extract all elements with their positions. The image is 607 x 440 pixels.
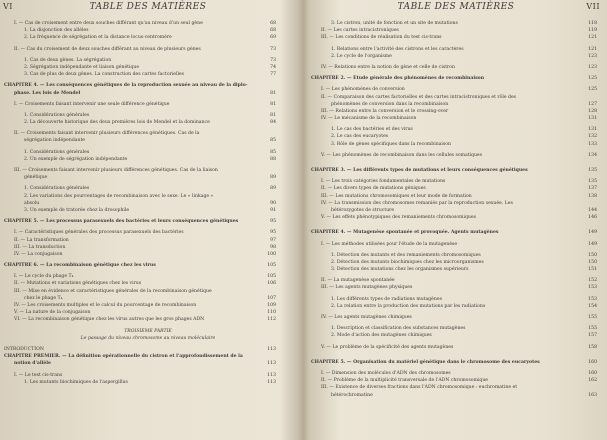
toc-entry-page: 152 <box>588 278 597 284</box>
toc-entry <box>305 53 607 60</box>
toc-entry-page: 160 <box>588 359 597 365</box>
toc-entry-page: 160 <box>588 370 597 376</box>
toc-entry-text: I. — Dimension des molécules d'ADN des chromosomes <box>321 370 451 376</box>
toc-entry-page: 134 <box>588 152 597 158</box>
toc-entry-text: TROISIÈME PARTIE <box>124 328 172 334</box>
toc-entry-page: 95 <box>270 230 276 236</box>
toc-entry-page: 135 <box>588 168 597 173</box>
toc-entry-page: 69 <box>270 35 276 41</box>
toc-entry-page: 158 <box>588 344 597 350</box>
toc-entry <box>305 101 607 108</box>
toc-entry-text: 3. Cas de plus de deux gènes. La construction des cartes factorielles <box>24 72 184 78</box>
toc-entry <box>305 141 607 148</box>
toc-entry-text: absolu <box>24 200 40 206</box>
toc-entry <box>0 346 296 353</box>
toc-entry <box>0 185 296 192</box>
right-page <box>305 0 607 440</box>
toc-entry-text: IV. — Relations entre la notion de gène et celle de cistron <box>321 64 455 70</box>
toc-entry-text: II. — Croisements faisant intervenir plusieurs différences génétiques. Cas de la <box>14 131 200 137</box>
toc-entry <box>305 64 607 71</box>
toc-entry-text: II. — La transformation <box>14 237 69 243</box>
toc-entry-text: III. — Relations entre la conversion et le crossing-over <box>321 108 449 114</box>
toc-entry-text: III. — Croisements faisant intervenir plusieurs différences génétiques. Cas de la liaison <box>14 168 218 173</box>
toc-entry-page: 89 <box>270 175 276 181</box>
toc-entry-page: 110 <box>267 310 276 316</box>
toc-entry <box>0 64 296 71</box>
toc-entry-page: 105 <box>267 274 276 280</box>
toc-entry <box>305 115 607 122</box>
toc-entry-text: II. — Mutations et variations génétiques chez les virus <box>14 281 142 287</box>
toc-entry-page: 77 <box>270 72 276 78</box>
toc-entry <box>0 130 296 137</box>
toc-entry-page: 153 <box>588 285 597 291</box>
right-page-number: VII <box>586 2 600 11</box>
toc-entry <box>305 178 607 185</box>
toc-entry-page: 146 <box>588 215 597 221</box>
toc-entry <box>305 252 607 259</box>
toc-entry-page: 149 <box>588 230 597 236</box>
left-page <box>0 0 296 440</box>
toc-entry <box>305 344 607 351</box>
toc-entry <box>0 218 296 225</box>
toc-entry-text: 1. Considérations générales <box>24 149 90 155</box>
left-toc-list <box>0 20 296 386</box>
toc-entry <box>0 112 296 119</box>
toc-entry <box>305 241 607 248</box>
toc-entry-text: I. — Le test cis-trans <box>14 372 63 378</box>
toc-entry-page: 98 <box>270 244 276 250</box>
toc-entry-text: chez le phage T₄ <box>24 295 63 301</box>
toc-entry-page: 155 <box>588 315 597 320</box>
toc-entry <box>305 46 607 53</box>
left-page-header <box>0 2 296 16</box>
toc-entry-page: 150 <box>588 252 597 258</box>
toc-entry <box>0 34 296 41</box>
toc-entry-text: CHAPITRE 2. — Étude générale des phénomènes de recombinaison <box>311 76 485 82</box>
toc-entry-text: 1. Le cas des bactéries et des virus <box>331 127 413 133</box>
toc-entry <box>305 94 607 101</box>
toc-entry-text: 1. Les mutants biochimiques de l'aspergillus <box>24 379 128 385</box>
toc-entry-text: 2. Le cycle de l'organisme <box>331 53 392 59</box>
toc-entry <box>0 20 296 27</box>
toc-entry-page: 81 <box>270 112 276 118</box>
toc-entry-text: CHAPITRE 5. — Organisation du matériel génétique dans le chromosome des eucaryotes <box>311 359 540 365</box>
toc-entry <box>305 277 607 284</box>
toc-entry-text: CHAPITRE 6. — La recombinaison génétique chez les virus <box>4 263 156 269</box>
toc-entry <box>305 359 607 366</box>
toc-entry-page: 123 <box>588 53 597 59</box>
toc-entry-page: 91 <box>270 207 276 213</box>
toc-entry <box>0 90 296 97</box>
toc-entry-text: III. — Mise en évidence et caractéristiques générales de la recombinaison génétique <box>14 288 212 294</box>
toc-entry-text: notion d'allèle <box>14 361 51 367</box>
left-page-number: VI <box>3 2 13 11</box>
toc-entry-page: 112 <box>267 317 276 323</box>
toc-entry <box>305 296 607 303</box>
toc-entry-text: V. — Le problème de la spécificité des agents mutagènes <box>321 344 454 350</box>
toc-entry-text: VI. — La recombinaison génétique chez les virus autres que les gros phages ADN <box>14 317 205 323</box>
toc-entry <box>305 152 607 159</box>
toc-entry-text: V. — Les phénomènes de recombinaison dans les cellules somatiques <box>321 152 482 158</box>
toc-entry-page: 135 <box>588 179 597 185</box>
toc-entry-page: 113 <box>267 346 276 352</box>
toc-entry-text: I. — Cas de croisement entre deux souches différant qu'au niveau d'un seul gène <box>14 21 203 26</box>
toc-entry-text: 3. Détection des mutations chez les organismes supérieurs <box>331 267 469 273</box>
toc-entry-page: 88 <box>270 156 276 162</box>
toc-entry <box>0 137 296 144</box>
toc-entry <box>0 193 296 200</box>
toc-entry-text: III. — Existence de diverses fractions dans l'ADN chromosomique : euchromatine et <box>321 385 518 391</box>
toc-entry-page: 119 <box>588 28 597 34</box>
toc-entry-text: phase. Les lois de Mendel <box>14 90 81 96</box>
toc-entry-page: 118 <box>588 21 597 26</box>
toc-entry <box>0 71 296 78</box>
toc-entry-page: 68 <box>270 21 276 26</box>
toc-entry <box>0 251 296 258</box>
toc-entry-page: 132 <box>588 134 597 140</box>
toc-entry-text: III. — Les conditions de réalisation du test cis-trans <box>321 35 442 41</box>
toc-entry <box>305 214 607 221</box>
toc-entry-page: 149 <box>588 241 597 247</box>
toc-entry-text: I. — Caractéristiques générales des processus parasexuels des bactéries <box>14 230 184 236</box>
toc-entry-text: IV. — La transmission des chromosomes remaniés par la reproduction sexuée. Les <box>321 200 513 206</box>
toc-entry <box>305 167 607 174</box>
toc-entry-page: 107 <box>267 295 276 301</box>
toc-entry-page: 105 <box>267 263 276 269</box>
toc-entry-page: 84 <box>270 120 276 126</box>
toc-entry-page: 138 <box>588 193 597 199</box>
toc-entry-page: 127 <box>588 101 597 107</box>
toc-entry-text: 1. Les différents types de radiations mutagènes <box>331 296 442 302</box>
toc-entry <box>0 372 296 379</box>
toc-entry-page: 131 <box>588 116 597 122</box>
toc-entry <box>0 360 296 367</box>
toc-entry <box>0 316 296 323</box>
toc-entry <box>0 353 296 360</box>
toc-entry-text: 1. Détection des mutants et des remaniements chromosomiques <box>331 252 481 258</box>
toc-entry <box>305 193 607 200</box>
toc-entry <box>305 259 607 266</box>
toc-entry <box>305 332 607 339</box>
toc-entry-text: II. — Les divers types de mutations géniques <box>321 186 426 192</box>
toc-entry-text: 1. Relations entre l'activité des cistrons et les caractères <box>331 46 464 52</box>
toc-entry-page: 113 <box>267 372 276 378</box>
toc-entry-text: Le passage du niveau chromosome au niveau moléculaire <box>80 335 216 341</box>
toc-entry-page: 89 <box>270 186 276 192</box>
toc-entry <box>0 101 296 108</box>
toc-entry-page: 125 <box>588 76 597 82</box>
toc-entry-page: 133 <box>588 141 597 147</box>
toc-entry-text: 2. La découverte historique des deux premières lois de Mendel et la dominance <box>24 120 210 126</box>
toc-entry <box>0 335 296 342</box>
toc-entry-text: IV. — Le mécanisme de la recombinaison <box>321 116 417 122</box>
toc-entry-page: 150 <box>588 259 597 265</box>
toc-entry-text: ségrégation indépendante <box>24 138 86 144</box>
toc-entry <box>305 20 607 27</box>
toc-entry <box>305 200 607 207</box>
toc-entry-page: 125 <box>588 87 597 93</box>
toc-entry-text: hétérochromatine <box>331 392 373 398</box>
toc-entry <box>0 167 296 174</box>
toc-entry-text: 2. Ségrégation indépendante et liaison génétique <box>24 64 140 70</box>
toc-entry-page: 81 <box>270 101 276 107</box>
toc-entry <box>305 303 607 310</box>
toc-entry <box>0 149 296 156</box>
toc-entry <box>305 34 607 41</box>
toc-entry <box>305 207 607 214</box>
toc-entry-page: 121 <box>588 35 597 41</box>
toc-entry-text: CHAPITRE PREMIER. — La définition opérationnelle du cistron et l'approfondissement de la <box>4 354 243 360</box>
toc-entry-page: 109 <box>267 303 276 308</box>
toc-entry <box>0 295 296 302</box>
toc-entry-page: 153 <box>588 296 597 302</box>
toc-entry <box>305 108 607 115</box>
toc-entry-page: 73 <box>270 46 276 52</box>
toc-entry-text: 2. Détection des mutants biochimiques chez les microorganismes <box>331 259 484 265</box>
toc-entry-text: V. — La nature de la conjugaison <box>14 310 91 316</box>
toc-entry <box>0 229 296 236</box>
toc-entry-text: génétique <box>24 175 48 181</box>
toc-entry-text: 1. Considérations générales <box>24 112 90 118</box>
toc-entry-text: CHAPITRE 5. — Les processus parasexuels des bactéries et leurs conséquences génétiques <box>4 219 239 225</box>
toc-entry-page: 100 <box>267 251 276 257</box>
toc-entry-text: IV. — Les agents mutagènes chimiques <box>321 315 412 320</box>
toc-entry-text: 2. Mode d'action des mutagènes chimiques <box>331 333 432 339</box>
toc-entry-page: 106 <box>267 281 276 287</box>
toc-entry-text: 3. Un exemple de tratorée chez la drosophile <box>24 207 130 213</box>
toc-entry-page: 113 <box>267 361 276 367</box>
toc-entry <box>305 27 607 34</box>
toc-entry-text: 1. Description et classification des substances mutagènes <box>331 326 466 332</box>
toc-entry <box>0 57 296 64</box>
toc-entry <box>305 314 607 321</box>
toc-entry-page: 137 <box>588 186 597 192</box>
toc-entry <box>0 379 296 386</box>
toc-entry-page: 144 <box>588 207 597 213</box>
toc-entry-page: 85 <box>270 149 276 155</box>
toc-entry <box>0 302 296 309</box>
toc-entry <box>305 86 607 93</box>
toc-entry-text: IV. — Les croisements multiples et le calcul du pourcentage de recombinaison <box>14 303 197 308</box>
toc-entry-text: I. — Les méthodes utilisées pour l'étude de la mutagenèse <box>321 241 458 247</box>
toc-entry-text: 1. Considérations générales <box>24 186 90 192</box>
toc-entry <box>305 229 607 236</box>
toc-entry-text: 2. Un exemple de ségrégation indépendante <box>24 156 128 162</box>
toc-entry-page: 68 <box>270 28 276 34</box>
toc-entry-text: phénomènes de conversion dans la recombinaison <box>331 101 449 107</box>
toc-entry-text: I. — Les trois catégories fondamentales de mutations <box>321 179 446 185</box>
toc-entry-page: 74 <box>270 64 276 70</box>
toc-entry-text: III. — Les mutations chromosomiques et leur mode de formation <box>321 193 472 199</box>
toc-entry-text: V. — Les effets phénotypiques des remaniements chromosomiques <box>321 215 476 221</box>
toc-entry <box>0 174 296 181</box>
toc-entry-text: 2. La fréquence de ségrégation et la distance locus-centromère <box>24 35 172 41</box>
toc-entry <box>0 200 296 207</box>
toc-entry-text: I. — Croisements faisant intervenir une seule différence génétique <box>14 101 170 107</box>
toc-entry-text: II. — Problème de la multiplicité transversale de l'ADN chromosomique <box>321 378 489 384</box>
left-header-title: TABLE DES MATIÈRES <box>89 2 207 12</box>
toc-entry-text: 1. La disjonction des allèles <box>24 28 89 34</box>
toc-entry-text: I. — Les phénomènes de conversion <box>321 87 405 93</box>
toc-entry <box>0 244 296 251</box>
toc-entry-page: 155 <box>588 326 597 332</box>
toc-entry <box>0 328 296 335</box>
toc-entry <box>305 284 607 291</box>
toc-entry <box>0 82 296 89</box>
toc-entry-text: II. — Cas du croisement de deux souches différant au niveau de plusieurs gènes <box>14 46 201 52</box>
toc-entry <box>305 133 607 140</box>
toc-entry-text: I. — Le cycle du phage T₄ <box>14 274 74 280</box>
toc-entry <box>0 288 296 295</box>
toc-entry-text: II. — Les cartes intracistroniques <box>321 28 399 34</box>
toc-entry-page: 123 <box>588 64 597 70</box>
toc-entry-text: hétérozygotes de structure <box>331 207 395 213</box>
toc-entry-page: 157 <box>588 333 597 339</box>
toc-entry <box>0 119 296 126</box>
toc-entry-page: 128 <box>588 108 597 114</box>
toc-entry-page: 151 <box>588 267 597 273</box>
right-header-title: TABLE DES MATIÈRES <box>397 2 515 12</box>
toc-entry <box>305 185 607 192</box>
toc-entry-page: 85 <box>270 138 276 144</box>
toc-entry-text: IV. — La conjugaison <box>14 251 63 257</box>
toc-entry-text: 3. Rôle de gènes spécifiques dans la recombinaison <box>331 141 451 147</box>
toc-entry <box>0 262 296 269</box>
toc-entry-text: 2. Le cas des eucaryotes <box>331 134 389 140</box>
toc-entry-text: INTRODUCTION <box>4 346 44 352</box>
toc-entry <box>0 27 296 34</box>
toc-entry-page: 81 <box>270 90 276 96</box>
toc-entry-page: 95 <box>270 219 276 225</box>
toc-entry <box>305 392 607 399</box>
toc-entry-text: CHAPITRE 3. — Les différents types de mutations et leurs conséquences génétiques <box>311 168 528 173</box>
toc-entry <box>0 309 296 316</box>
toc-entry <box>305 75 607 82</box>
toc-entry-page: 163 <box>588 392 597 398</box>
toc-entry-text: CHAPITRE 4. — Les conséquences génétiques de la reproduction sexuée au niveau de la diplo- <box>4 83 248 89</box>
toc-entry-page: 162 <box>588 378 597 384</box>
toc-entry-text: II. — Comparaison des cartes factorielles et des cartes intracistroniques et rôle des <box>321 94 517 100</box>
toc-entry-text: 3. Le cistron, unité de fonction et un site de mutations <box>331 21 458 26</box>
toc-entry <box>0 280 296 287</box>
toc-entry <box>0 237 296 244</box>
toc-entry <box>305 126 607 133</box>
toc-entry <box>305 384 607 391</box>
toc-entry-page: 121 <box>588 46 597 52</box>
toc-entry <box>0 207 296 214</box>
right-page-header <box>305 2 607 16</box>
toc-entry-page: 113 <box>267 379 276 385</box>
toc-entry-text: 2. Les variations des pourcentages de recombinaison avec le sexe. Le « linkage » <box>24 193 214 199</box>
toc-entry-text: III. — Les agents mutagènes physiques <box>321 285 413 291</box>
toc-entry <box>305 377 607 384</box>
toc-entry-page: 73 <box>270 57 276 63</box>
toc-entry-page: 131 <box>588 127 597 133</box>
right-toc-list <box>305 20 607 399</box>
toc-entry-page: 97 <box>270 237 276 243</box>
toc-entry <box>0 46 296 53</box>
toc-entry-text: CHAPITRE 4. — Mutagenèse spontanée et provoquée. Agents mutagènes <box>311 230 499 236</box>
toc-entry-page: 90 <box>270 200 276 206</box>
toc-entry-page: 154 <box>588 303 597 309</box>
toc-entry-text: 1. Cas de deux gènes. La ségrégation <box>24 57 112 63</box>
toc-entry-text: II. — La mutagenèse spontanée <box>321 278 395 284</box>
toc-entry <box>0 273 296 280</box>
toc-entry-text: III. — La transduction <box>14 244 66 250</box>
toc-entry <box>305 266 607 273</box>
toc-entry <box>305 325 607 332</box>
toc-entry <box>305 370 607 377</box>
toc-entry <box>0 156 296 163</box>
toc-entry-text: 2. La relation entre la production des mutations par les radiations <box>331 303 486 309</box>
